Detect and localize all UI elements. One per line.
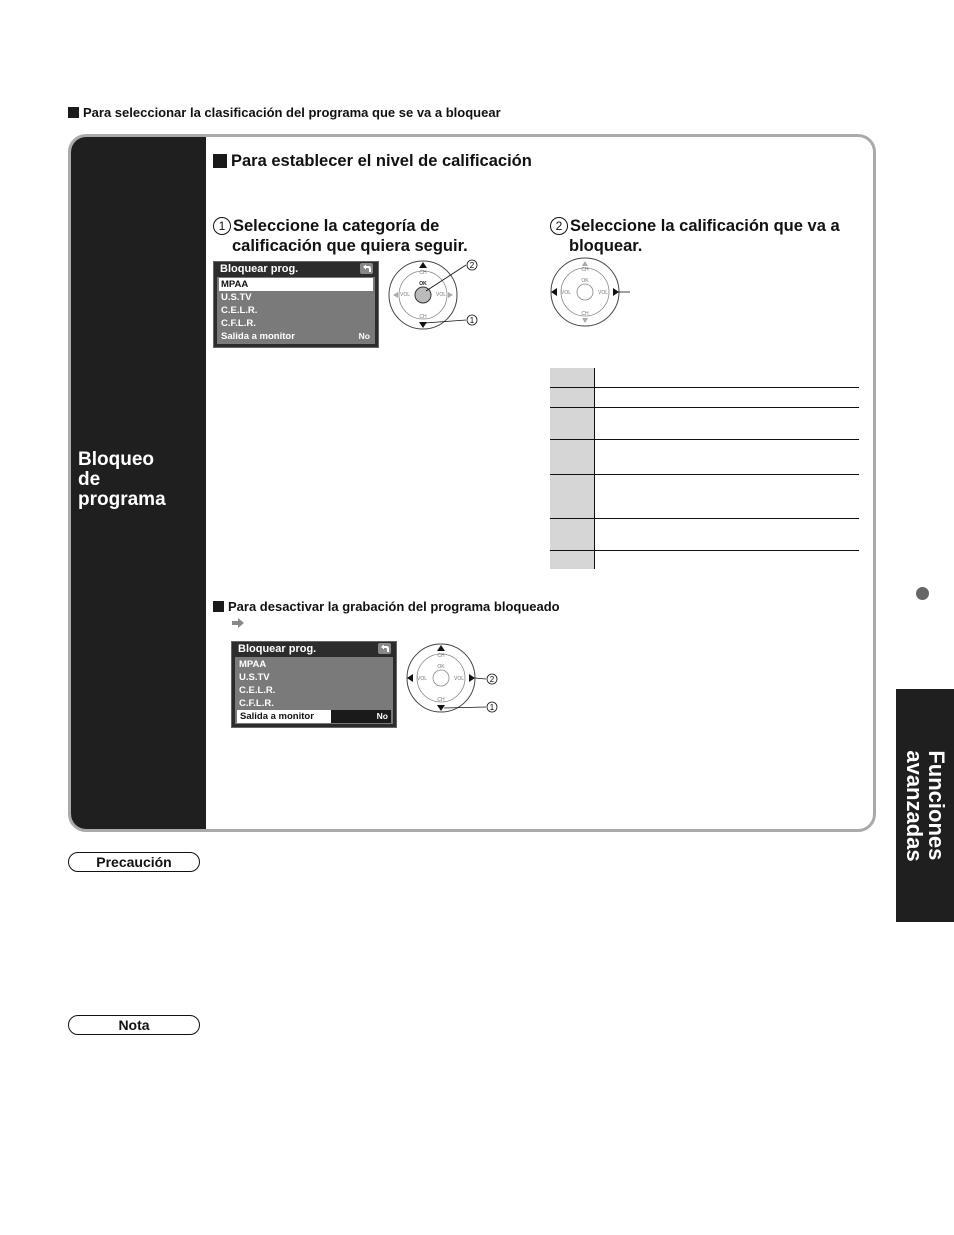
black-square-icon [213, 601, 224, 612]
program-lock-menu-2 [231, 641, 397, 728]
step-2: 2 Seleccione la calificación que va a bloquear. [550, 216, 860, 256]
side-tab-label: Funciones avanzadas [902, 749, 949, 862]
black-square-icon [68, 107, 79, 118]
subheading: Para establecer el nivel de calificación [213, 152, 532, 171]
disable-recording-heading: Para desactivar la grabación del programa bloqueado [213, 599, 560, 614]
return-arrow-icon[interactable] [378, 643, 391, 654]
menu-header: Bloquear prog. [214, 262, 378, 277]
remote-dpad-3 [406, 643, 506, 720]
remote-dpad-2 [550, 257, 640, 334]
svg-text:OK: OK [581, 278, 589, 284]
menu-item-ustv[interactable]: U.S.TV [239, 672, 270, 683]
svg-text:VOL: VOL [560, 290, 572, 296]
svg-text:VOL: VOL [435, 292, 447, 298]
page-marker-dot [916, 587, 929, 600]
svg-text:OK: OK [437, 664, 445, 670]
table-row [550, 518, 859, 550]
remote-dpad-1 [386, 261, 486, 336]
right-arrow-icon [231, 617, 245, 629]
menu-item-cflr[interactable]: C.F.L.R. [221, 318, 256, 329]
precaution-label: Precaución [68, 852, 200, 872]
menu-item-mpaa[interactable]: MPAA [239, 659, 267, 670]
menu-item-ustv[interactable]: U.S.TV [221, 292, 252, 303]
svg-text:OK: OK [419, 281, 427, 287]
svg-text:CH: CH [437, 697, 445, 703]
table-row [550, 387, 859, 407]
top-heading: Para seleccionar la clasificación del programa que se va a bloquear [68, 105, 501, 120]
svg-text:1: 1 [469, 316, 475, 325]
table-row [550, 407, 859, 439]
svg-text:CH: CH [437, 653, 445, 659]
step-number: 2 [550, 217, 568, 235]
svg-text:2: 2 [489, 675, 495, 684]
table-row [550, 474, 859, 518]
rating-table [550, 368, 859, 569]
menu-item-celr[interactable]: C.E.L.R. [239, 685, 276, 696]
side-tab [896, 689, 954, 922]
section-title: Bloqueo de programa [78, 449, 166, 510]
menu-item-celr[interactable]: C.E.L.R. [221, 305, 258, 316]
return-arrow-icon[interactable] [360, 263, 373, 274]
left-column [71, 137, 206, 829]
menu-item-mpaa[interactable]: MPAA [219, 278, 373, 291]
step-number: 1 [213, 217, 231, 235]
menu-item-monitor-out[interactable]: Salida a monitor No [237, 710, 391, 723]
svg-text:VOL: VOL [399, 292, 411, 298]
table-row [550, 550, 859, 569]
svg-text:VOL: VOL [416, 676, 428, 682]
svg-text:VOL: VOL [597, 290, 609, 296]
note-label: Nota [68, 1015, 200, 1035]
svg-text:VOL: VOL [453, 676, 465, 682]
svg-text:1: 1 [489, 703, 495, 712]
svg-text:CH: CH [419, 314, 427, 320]
menu-item-monitor-out[interactable]: Salida a monitor No [221, 331, 370, 342]
table-row [550, 439, 859, 474]
table-row [550, 368, 859, 387]
program-lock-menu [213, 261, 379, 348]
svg-text:2: 2 [469, 261, 475, 270]
menu-header: Bloquear prog. [232, 642, 396, 657]
svg-text:CH: CH [581, 311, 589, 317]
step-1: 1 Seleccione la categoría de calificación que quiera seguir. [213, 216, 513, 256]
svg-text:CH: CH [419, 270, 427, 276]
menu-item-cflr[interactable]: C.F.L.R. [239, 698, 274, 709]
black-square-icon [213, 154, 227, 168]
svg-text:CH: CH [581, 267, 589, 273]
